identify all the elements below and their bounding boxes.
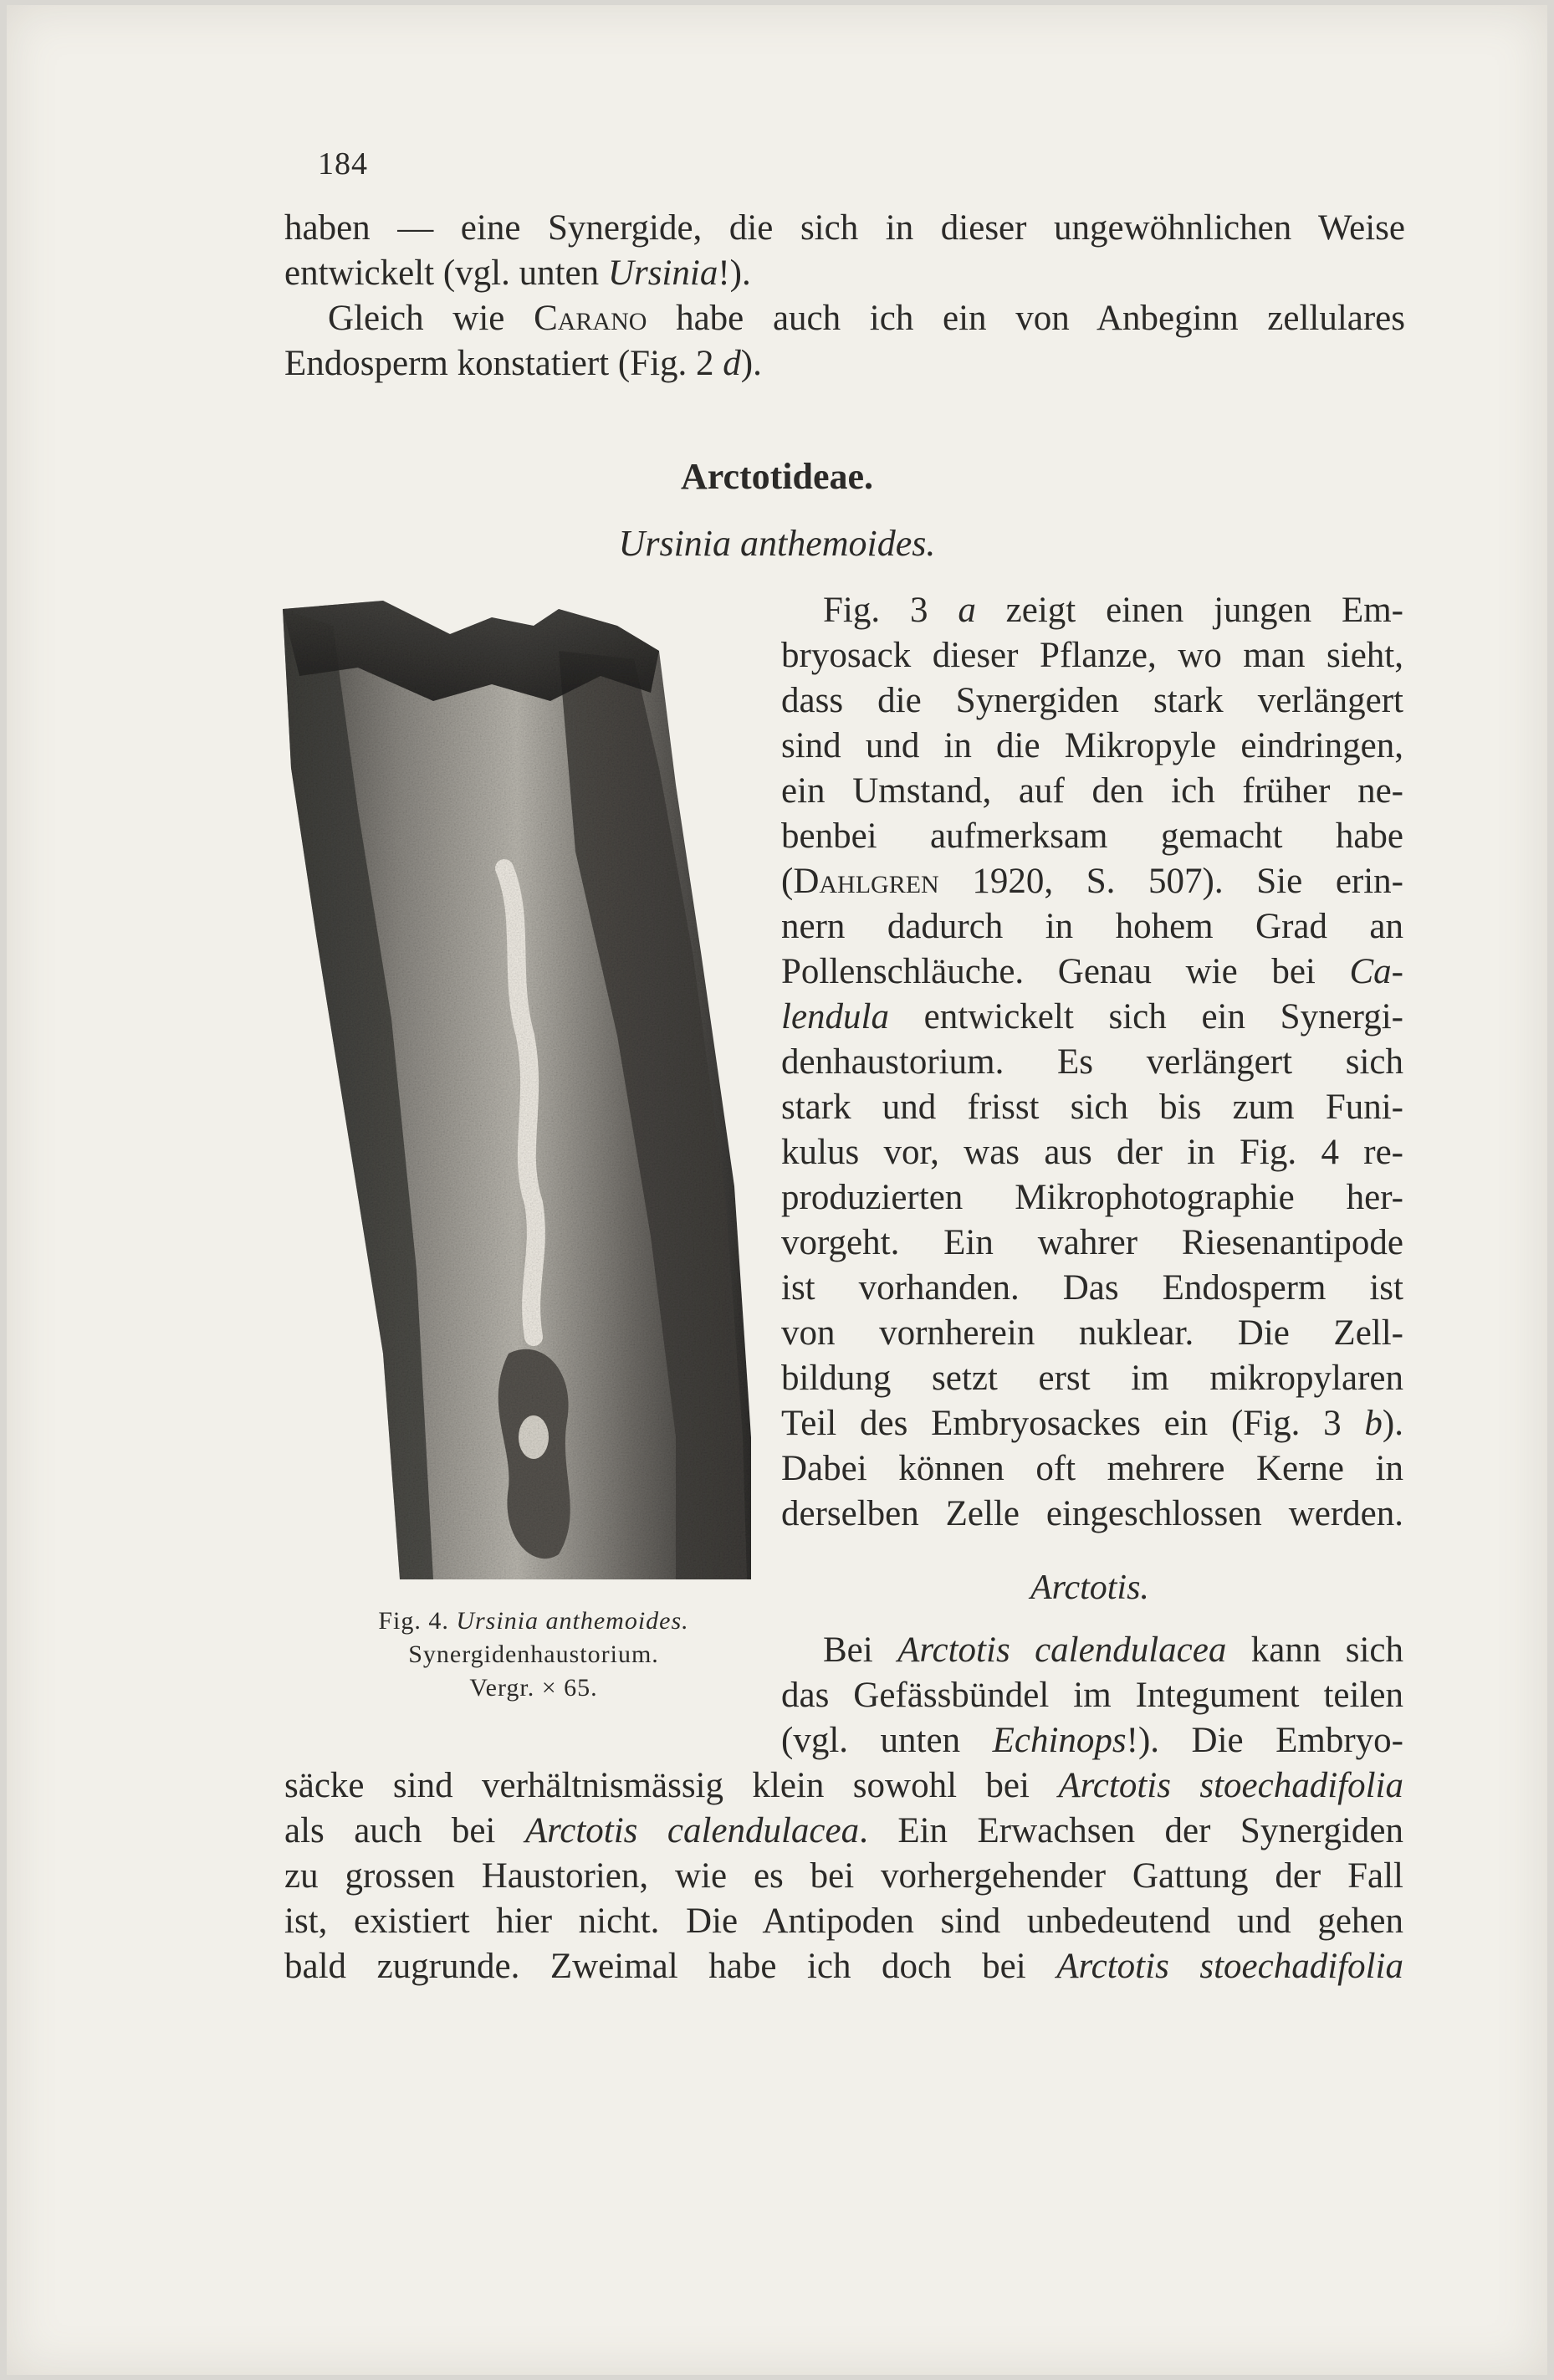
text-line: produzierten Mikrophotographie her- [781,1178,1403,1217]
text-line: sind und in die Mikropyle eindringen, [781,726,1403,765]
text-line: bryosack dieser Pflanze, wo man sieht, [781,636,1403,675]
ursinia-paragraph [781,588,1403,1537]
text-line: lendula entwickelt sich ein Synergi- [781,997,1403,1036]
section-title: Arctotideae. [680,456,874,497]
text-line: (vgl. unten Echinops!). Die Embryo- [781,1721,1403,1760]
text-line: als auch bei Arctotis calendulacea. Ein Erwachsen der Synergiden [284,1811,1403,1850]
page-number: 184 [318,146,368,182]
text-line: dass die Synergiden stark verlängert [781,681,1403,720]
intro-paragraph [284,206,1405,386]
text-line: ein Umstand, auf den ich früher ne- [781,771,1403,811]
text-line: Pollenschläuche. Genau wie bei Ca- [781,952,1403,991]
figure-caption-line: Vergr. × 65. [469,1674,598,1702]
text-line: Endosperm konstatiert (Fig. 2 d). [284,344,762,383]
text-line: bald zugrunde. Zweimal habe ich doch bei Arctotis stoechadifolia [284,1947,1403,1986]
text-line: stark und frisst sich bis zum Funi- [781,1088,1403,1127]
text-line: Dabei können oft mehrere Kerne in [781,1449,1403,1488]
text-line: ist vorhanden. Das Endosperm ist [781,1268,1403,1308]
text-line: von vornherein nuklear. Die Zell- [781,1313,1403,1353]
text-line: ist, existiert hier nicht. Die Antipoden sind unbedeutend und gehen [284,1901,1403,1941]
arctotis-paragraph-full [284,1763,1403,1989]
figure-caption-line: Fig. 4. Ursinia anthemoides. [378,1607,689,1635]
text-line: kulus vor, was aus der in Fig. 4 re- [781,1133,1403,1172]
text-line: haben — eine Synergide, die sich in dieser ungewöhnlichen Weise [284,208,1405,248]
text-line: derselben Zelle eingeschlossen werden. [781,1494,1403,1533]
text-line: Bei Arctotis calendulacea kann sich [823,1630,1403,1670]
text-line: entwickelt (vgl. unten Ursinia!). [284,253,751,293]
text-line: säcke sind verhältnismässig klein sowohl bei Arctotis stoechadifolia [284,1766,1404,1805]
text-line: nern dadurch in hohem Grad an [781,907,1403,946]
nucleus-mark [519,1415,549,1459]
text-line: bildung setzt erst im mikropylaren [781,1359,1403,1398]
micrograph-figure [283,601,751,1579]
text-line: das Gefässbündel im Integument teilen [781,1676,1403,1715]
text-line: vorgeht. Ein wahrer Riesenantipode [781,1223,1403,1262]
book-page [7,5,1547,2375]
text-line: Fig. 3 a zeigt einen jungen Em- [823,591,1403,630]
text-line: denhaustorium. Es verlängert sich [781,1042,1403,1082]
figure-caption-line: Synergidenhaustorium. [408,1640,659,1668]
text-line: Teil des Embryosackes ein (Fig. 3 b). [781,1404,1403,1443]
text-line: benbei aufmerksam gemacht habe [781,816,1403,856]
text-line: Gleich wie Carano habe auch ich ein von Anbeginn zellulares [328,299,1406,338]
text-line: zu grossen Haustorien, wie es bei vorhergehender Gattung der Fall [284,1856,1403,1896]
text-line: (Dahlgren 1920, S. 507). Sie erin- [781,862,1403,901]
arctotis-title: Arctotis. [1030,1569,1149,1607]
arctotis-paragraph-right [781,1628,1403,1763]
section-subtitle: Ursinia anthemoides. [618,523,936,564]
